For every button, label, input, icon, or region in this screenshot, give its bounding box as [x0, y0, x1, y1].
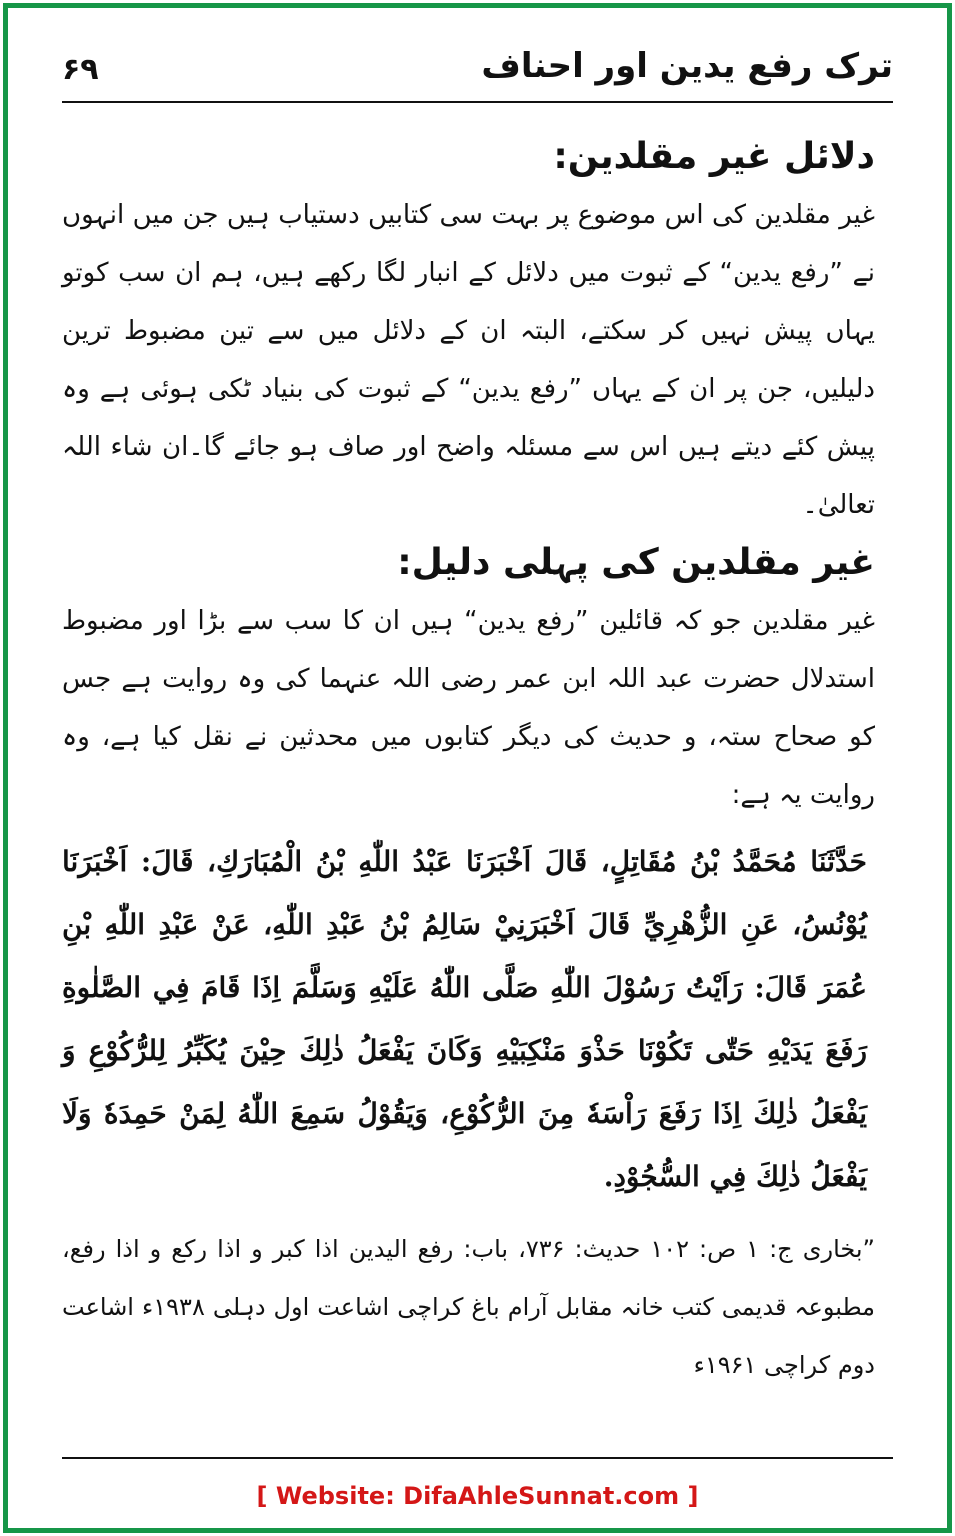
page-header: [62, 46, 893, 98]
website-link[interactable]: [ Website: DifaAhleSunnat.com ]: [256, 1482, 699, 1510]
running-title: ترک رفع یدین اور احناف: [481, 46, 893, 86]
hadith-text: حَدَّثَنَا مُحَمَّدُ بْنُ مُقَاتِلٍ، قَالَ اَخْبَرَنَا عَبْدُ اللّٰهِ بْنُ الْمُبَارَكِ، قَالَ: اَخْبَرَنَا يُوْنُسُ، عَنِ الزُّهْرِيِّ قَالَ اَخْبَرَنِيْ سَالِمُ بْنُ عَبْدِ اللّٰهِ، عَنْ عَبْدِ اللّٰهِ بْنِ عُمَرَ قَالَ: رَاَيْتُ رَسُوْلَ اللّٰهِ صَلَّى اللّٰهُ عَلَيْهِ وَسَلَّمَ اِذَا قَامَ فِي الصَّلٰوةِ رَفَعَ يَدَيْهِ حَتّٰى تَكُوْنَا حَذْوَ مَنْكِبَيْهِ وَكَانَ يَفْعَلُ ذٰلِكَ حِيْنَ يُكَبِّرُ لِلرُّكُوْعِ وَ يَفْعَلُ ذٰلِكَ اِذَا رَفَعَ رَاْسَهٗ مِنَ الرُّكُوْعِ، وَيَقُوْلُ سَمِعَ اللّٰهُ لِمَنْ حَمِدَهٗ وَلَا يَفْعَلُ ذٰلِكَ فِي السُّجُوْدِ.: [62, 845, 867, 1193]
footer-divider: [62, 1457, 893, 1459]
page-number: ۶۹: [62, 52, 99, 87]
section-heading-evidence: دلائل غیر مقلدین:: [553, 136, 875, 177]
section-heading-first-proof: غیر مقلدین کی پہلی دلیل:: [397, 542, 875, 583]
hadith-reference: ”بخاری ج: ۱ ص: ۱۰۲ حدیث: ۷۳۶، باب: رفع الیدین اذا کبر و اذا رکع و اذا رفع، مطبوعہ قدیمی کتب خانہ مقابل آرام باغ کراچی اشاعت اول دہلی ۱۹۳۸ء اشاعت دوم کراچی ۱۹۶۱ء: [62, 1235, 875, 1379]
section-paragraph-first-proof: غیر مقلدین جو کہ قائلین ”رفع یدین“ ہیں ان کا سب سے بڑا اور مضبوط استدلال حضرت عبد اللہ ابن عمر رضی اللہ عنہما کی وہ روایت ہے جس کو صحاح ستہ، و حدیث کی دیگر کتابوں میں محدثین نے نقل کیا ہے، وہ روایت یہ ہے:: [62, 606, 875, 810]
header-divider: [62, 101, 893, 103]
page-content: [62, 128, 875, 1394]
section-paragraph-evidence: غیر مقلدین کی اس موضوع پر بہت سی کتابیں دستیاب ہیں جن میں انہوں نے ”رفع یدین“ کے ثبوت میں دلائل کے انبار لگا رکھے ہیں، ہم ان سب کوتو یہاں پیش نہیں کر سکتے، البتہ ان کے دلائل میں سے تین مضبوط ترین دلیلیں، جن پر ان کے یہاں ”رفع یدین“ کے ثبوت کی بنیاد ٹکی ہوئی ہے وہ پیش کئے دیتے ہیں اس سے مسئلہ واضح اور صاف ہو جائے گا۔ان شاء اللہ تعالیٰ۔: [62, 200, 875, 520]
